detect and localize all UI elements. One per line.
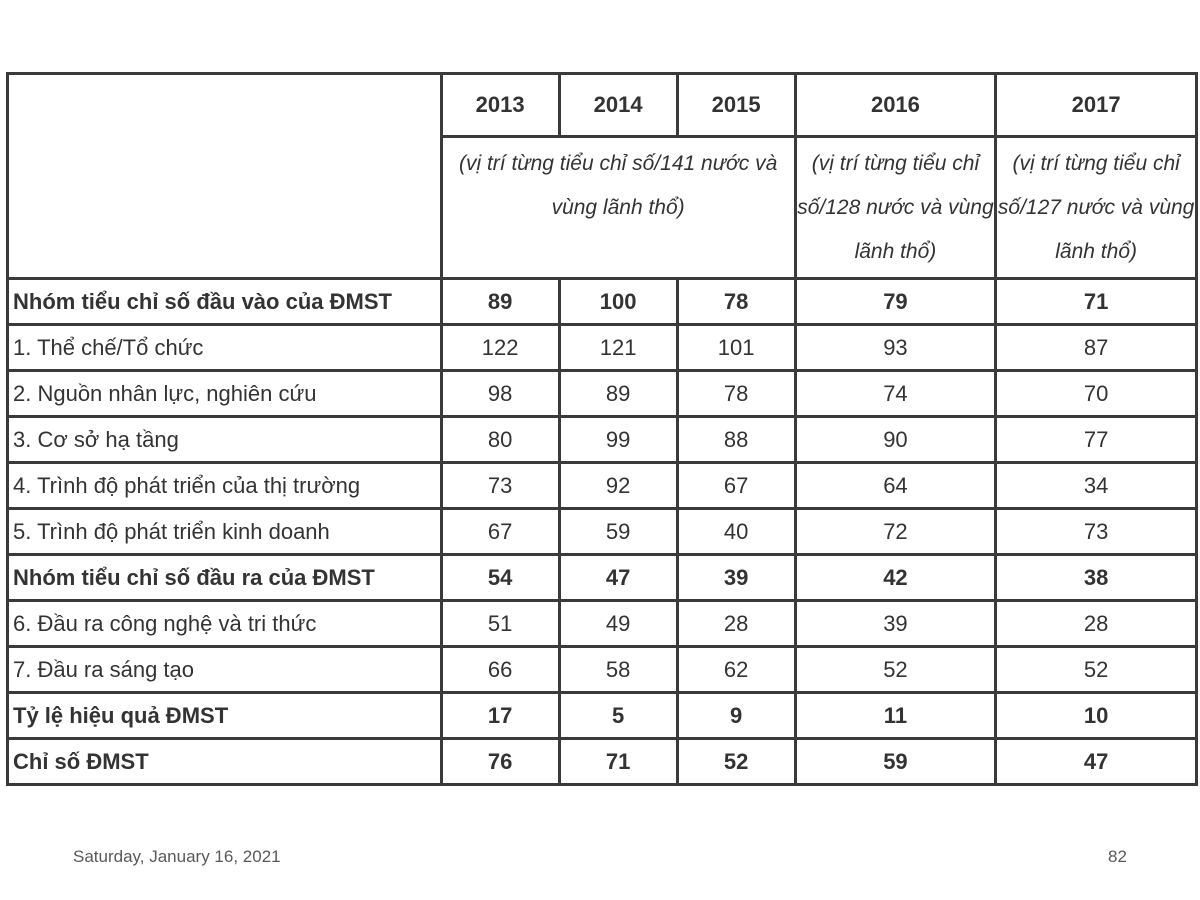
value-cell: 34 <box>996 463 1197 509</box>
value-cell: 79 <box>795 279 996 325</box>
value-cell: 89 <box>441 279 559 325</box>
value-cell: 52 <box>677 739 795 785</box>
page-number: 82 <box>1108 847 1127 866</box>
value-cell: 54 <box>441 555 559 601</box>
subheader-2017: (vị trí từng tiểu chỉ số/127 nước và vùng lãnh thổ) <box>996 137 1197 279</box>
table-row <box>8 279 1197 325</box>
value-cell: 78 <box>677 279 795 325</box>
table-body <box>8 279 1197 785</box>
value-cell: 38 <box>996 555 1197 601</box>
value-cell: 72 <box>795 509 996 555</box>
row-label: Nhóm tiểu chỉ số đầu vào của ĐMST <box>8 279 442 325</box>
value-cell: 17 <box>441 693 559 739</box>
table-row <box>8 647 1197 693</box>
value-cell: 47 <box>996 739 1197 785</box>
table-row <box>8 601 1197 647</box>
value-cell: 47 <box>559 555 677 601</box>
row-label: 3. Cơ sở hạ tầng <box>8 417 442 463</box>
value-cell: 71 <box>996 279 1197 325</box>
table-row <box>8 463 1197 509</box>
value-cell: 100 <box>559 279 677 325</box>
table-row <box>8 509 1197 555</box>
innovation-index-table <box>6 72 1198 786</box>
value-cell: 11 <box>795 693 996 739</box>
value-cell: 40 <box>677 509 795 555</box>
value-cell: 78 <box>677 371 795 417</box>
value-cell: 58 <box>559 647 677 693</box>
table-row <box>8 555 1197 601</box>
row-label: 2. Nguồn nhân lực, nghiên cứu <box>8 371 442 417</box>
subheader-2013-2015: (vị trí từng tiểu chỉ số/141 nước và vùng lãnh thổ) <box>441 137 795 279</box>
value-cell: 71 <box>559 739 677 785</box>
row-label: 6. Đầu ra công nghệ và tri thức <box>8 601 442 647</box>
value-cell: 39 <box>795 601 996 647</box>
value-cell: 87 <box>996 325 1197 371</box>
row-label: 7. Đầu ra sáng tạo <box>8 647 442 693</box>
value-cell: 73 <box>996 509 1197 555</box>
value-cell: 67 <box>441 509 559 555</box>
row-label: Chỉ số ĐMST <box>8 739 442 785</box>
header-year-2017: 2017 <box>996 74 1197 137</box>
value-cell: 80 <box>441 417 559 463</box>
header-year-2013: 2013 <box>441 74 559 137</box>
table-row <box>8 371 1197 417</box>
row-label: Nhóm tiểu chỉ số đầu ra của ĐMST <box>8 555 442 601</box>
value-cell: 92 <box>559 463 677 509</box>
value-cell: 101 <box>677 325 795 371</box>
value-cell: 49 <box>559 601 677 647</box>
header-row <box>8 74 1197 137</box>
footer-date: Saturday, January 16, 2021 <box>73 847 281 866</box>
row-label: 4. Trình độ phát triển của thị trường <box>8 463 442 509</box>
value-cell: 28 <box>677 601 795 647</box>
row-label: 5. Trình độ phát triển kinh doanh <box>8 509 442 555</box>
value-cell: 99 <box>559 417 677 463</box>
row-label: 1. Thể chế/Tổ chức <box>8 325 442 371</box>
value-cell: 88 <box>677 417 795 463</box>
value-cell: 59 <box>559 509 677 555</box>
value-cell: 62 <box>677 647 795 693</box>
table-row <box>8 325 1197 371</box>
value-cell: 66 <box>441 647 559 693</box>
subheader-2016: (vị trí từng tiểu chỉ số/128 nước và vùng lãnh thổ) <box>795 137 996 279</box>
value-cell: 90 <box>795 417 996 463</box>
value-cell: 28 <box>996 601 1197 647</box>
value-cell: 64 <box>795 463 996 509</box>
value-cell: 42 <box>795 555 996 601</box>
value-cell: 76 <box>441 739 559 785</box>
value-cell: 9 <box>677 693 795 739</box>
value-cell: 67 <box>677 463 795 509</box>
value-cell: 39 <box>677 555 795 601</box>
value-cell: 52 <box>795 647 996 693</box>
value-cell: 98 <box>441 371 559 417</box>
value-cell: 93 <box>795 325 996 371</box>
header-year-2014: 2014 <box>559 74 677 137</box>
value-cell: 5 <box>559 693 677 739</box>
value-cell: 89 <box>559 371 677 417</box>
value-cell: 10 <box>996 693 1197 739</box>
value-cell: 74 <box>795 371 996 417</box>
table-row <box>8 693 1197 739</box>
table-row <box>8 417 1197 463</box>
table-row <box>8 739 1197 785</box>
value-cell: 77 <box>996 417 1197 463</box>
value-cell: 70 <box>996 371 1197 417</box>
value-cell: 122 <box>441 325 559 371</box>
value-cell: 121 <box>559 325 677 371</box>
value-cell: 73 <box>441 463 559 509</box>
header-empty-cell <box>8 74 442 279</box>
value-cell: 59 <box>795 739 996 785</box>
header-year-2015: 2015 <box>677 74 795 137</box>
header-year-2016: 2016 <box>795 74 996 137</box>
row-label: Tỷ lệ hiệu quả ĐMST <box>8 693 442 739</box>
value-cell: 51 <box>441 601 559 647</box>
value-cell: 52 <box>996 647 1197 693</box>
